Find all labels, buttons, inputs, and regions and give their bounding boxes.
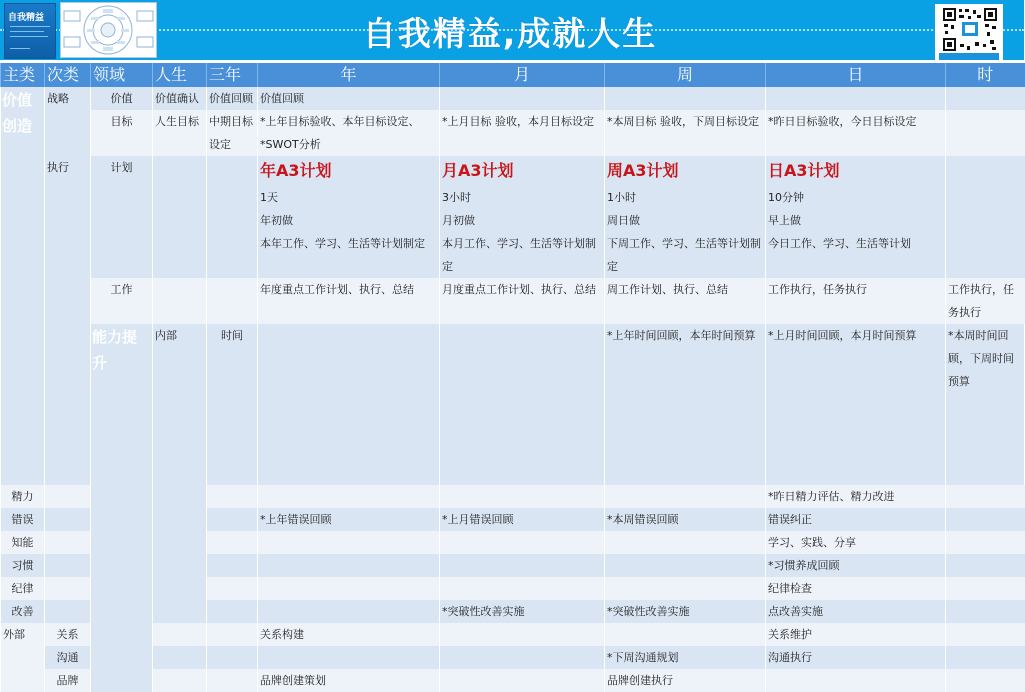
framework-diagram-image (60, 2, 157, 58)
header-three-year: 三年 (207, 63, 258, 87)
cell-work-life (153, 278, 207, 324)
cell-improvement-day: 点改善实施 (766, 600, 946, 623)
cell-value-hour (946, 87, 1025, 110)
cell-work-three-year (207, 278, 258, 324)
cell-time-year: *上年时间回顾，本年时间预算 (605, 324, 766, 485)
month-a3-plan-title: 月A3计划 (442, 161, 514, 180)
day-plan-desc: 今日工作、学习、生活等计划 (768, 237, 911, 250)
book-title: 自我精益 (8, 13, 45, 23)
cell-improvement-week: *突破性改善实施 (605, 600, 766, 623)
table-row (1, 324, 1025, 485)
domain-communication: 沟通 (45, 646, 91, 669)
table-row (1, 110, 1025, 156)
cell-plan-hour (946, 156, 1025, 278)
table-row (1, 669, 1025, 692)
qr-code-image (935, 4, 1003, 60)
cell-plan-year (258, 156, 440, 278)
domain-relationship: 关系 (45, 623, 91, 646)
header-day: 日 (766, 63, 946, 87)
week-a3-plan-title: 周A3计划 (607, 161, 679, 180)
cell-value-year: 价值回顾 (258, 87, 440, 110)
main-category-value-creation: 价值创造 (1, 87, 45, 485)
cell-relationship-year: 关系构建 (258, 623, 440, 646)
year-plan-when: 年初做 (260, 214, 293, 227)
day-plan-duration: 10分钟 (768, 191, 804, 204)
cell-error-week: *本周错误回顾 (605, 508, 766, 531)
cell-time-week: *本周时间回顾，下周时间预算 (946, 324, 1025, 485)
domain-value: 价值 (91, 87, 153, 110)
sub-category-internal: 内部 (153, 324, 207, 623)
cell-plan-day (766, 156, 946, 278)
month-plan-when: 月初做 (442, 214, 475, 227)
year-plan-desc: 本年工作、学习、生活等计划制定 (260, 237, 425, 250)
header-banner (0, 0, 1024, 60)
cell-value-day (766, 87, 946, 110)
sub-category-external: 外部 (1, 623, 45, 692)
cell-communication-day: 沟通执行 (766, 646, 946, 669)
domain-energy: 精力 (1, 485, 45, 508)
table-header-row (1, 63, 1025, 87)
cell-goal-year: *上年目标验收、本年目标设定、*SWOT分析 (258, 110, 440, 156)
cell-value-week (605, 87, 766, 110)
table-row (1, 156, 1025, 278)
header-domain: 领域 (91, 63, 153, 87)
header-life: 人生 (153, 63, 207, 87)
week-plan-desc: 下周工作、学习、生活等计划制定 (607, 237, 761, 273)
cell-work-week: 周工作计划、执行、总结 (605, 278, 766, 324)
domain-plan: 计划 (91, 156, 153, 278)
header-week: 周 (605, 63, 766, 87)
cell-knowledge-day: 学习、实践、分享 (766, 531, 946, 554)
domain-brand: 品牌 (45, 669, 91, 692)
cell-error-year: *上年错误回顾 (258, 508, 440, 531)
cell-habit-day: *习惯养成回顾 (766, 554, 946, 577)
table-row (1, 646, 1025, 669)
header-month: 月 (440, 63, 605, 87)
header-main-category: 主类 (1, 63, 45, 87)
cell-goal-week: *本周目标 验收，下周目标设定 (605, 110, 766, 156)
cell-communication-week: *下周沟通规划 (605, 646, 766, 669)
cell-time-three-year (440, 324, 605, 485)
cell-brand-year: 品牌创建策划 (258, 669, 440, 692)
cell-plan-month (440, 156, 605, 278)
cell-discipline-day: 纪律检查 (766, 577, 946, 600)
cell-error-day: 错误纠正 (766, 508, 946, 531)
domain-knowledge: 知能 (1, 531, 45, 554)
cell-improvement-month: *突破性改善实施 (440, 600, 605, 623)
cell-goal-day: *昨日目标验收，今日目标设定 (766, 110, 946, 156)
cell-brand-week: 品牌创建执行 (605, 669, 766, 692)
day-plan-when: 早上做 (768, 214, 801, 227)
main-category-ability: 能力提升 (91, 324, 153, 692)
sub-category-execution: 执行 (45, 156, 91, 485)
cell-goal-three-year: 中期目标设定 (207, 110, 258, 156)
cell-goal-life: 人生目标 (153, 110, 207, 156)
week-plan-duration: 1小时 (607, 191, 636, 204)
month-plan-desc: 本月工作、学习、生活等计划制定 (442, 237, 596, 273)
table-row (1, 623, 1025, 646)
header-hour: 时 (946, 63, 1025, 87)
cell-relationship-day: 关系维护 (766, 623, 946, 646)
cell-work-month: 月度重点工作计划、执行、总结 (440, 278, 605, 324)
cell-energy-day: *昨日精力评估、精力改进 (766, 485, 946, 508)
sub-category-strategy: 战略 (45, 87, 91, 156)
table-row (1, 278, 1025, 324)
cell-time-month: *上月时间回顾，本月时间预算 (766, 324, 946, 485)
cell-plan-three-year (207, 156, 258, 278)
life-planning-table (0, 63, 1025, 692)
month-plan-duration: 3小时 (442, 191, 471, 204)
domain-improvement: 改善 (1, 600, 45, 623)
qr-caption (939, 53, 999, 60)
domain-goal: 目标 (91, 110, 153, 156)
table-row (1, 87, 1025, 110)
cell-value-three-year: 价值回顾 (207, 87, 258, 110)
cell-value-life: 价值确认 (153, 87, 207, 110)
cell-error-month: *上月错误回顾 (440, 508, 605, 531)
cell-time-life (258, 324, 440, 485)
header-sub-category: 次类 (45, 63, 91, 87)
cell-plan-life (153, 156, 207, 278)
domain-work: 工作 (91, 278, 153, 324)
cell-plan-week (605, 156, 766, 278)
week-plan-when: 周日做 (607, 214, 640, 227)
cell-goal-month: *上月目标 验收，本月目标设定 (440, 110, 605, 156)
year-plan-duration: 1天 (260, 191, 278, 204)
book-cover-image (4, 3, 56, 59)
cell-goal-hour (946, 110, 1025, 156)
page-title: 自我精益,成就人生 (362, 14, 658, 53)
domain-habit: 习惯 (1, 554, 45, 577)
header-year: 年 (258, 63, 440, 87)
cell-work-year: 年度重点工作计划、执行、总结 (258, 278, 440, 324)
cell-work-day: 工作执行，任务执行 (766, 278, 946, 324)
year-a3-plan-title: 年A3计划 (260, 161, 332, 180)
domain-discipline: 纪律 (1, 577, 45, 600)
day-a3-plan-title: 日A3计划 (768, 161, 840, 180)
cell-work-hour: 工作执行，任务执行 (946, 278, 1025, 324)
cell-value-month (440, 87, 605, 110)
domain-error: 错误 (1, 508, 45, 531)
domain-time: 时间 (207, 324, 258, 485)
